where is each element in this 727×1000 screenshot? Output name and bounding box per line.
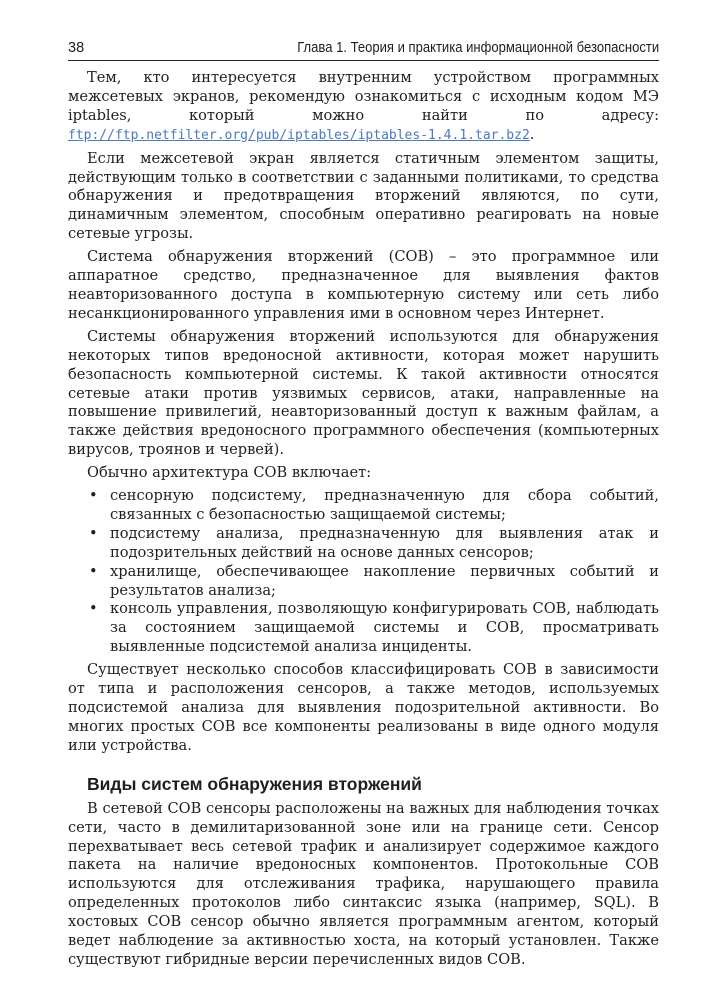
paragraph-classification: Существует несколько способов классифицировать СОВ в зависимости от типа и расположения сенсоров, а также методов, используемых подсистемой анализа для выявления подозрительной активности. Во многих простых СОВ все компоненты реализованы в виде одного модуля или устройства. [68, 661, 659, 754]
running-header [68, 40, 659, 61]
chapter-title: Глава 1. Теория и практика информационной безопасности [297, 40, 659, 56]
list-item: • хранилище, обеспечивающее накопление первичных событий и результатов анализа; [89, 562, 659, 599]
bullet-icon: • [89, 524, 98, 542]
list-item: • консоль управления, позволяющую конфигурировать СОВ, наблюдать за состоянием защищаемой системы и СОВ, просматривать выявленные подсистемой анализа инциденты. [89, 600, 659, 656]
section-heading: Виды систем обнаружения вторжений [87, 773, 422, 794]
iptables-link[interactable]: ftp://ftp.netfilter.org/pub/iptables/iptables-1.4.1.tar.bz2 [68, 127, 530, 143]
paragraph-ids-usage: Системы обнаружения вторжений используются для обнаружения некоторых типов вредоносной активности, которая может нарушить безопасность компьютерной системы. К такой активности относятся сетевые атаки против уязвимых сервисов, атаки, направленные на повышение привилегий, неавторизованный доступ к важным файлам, а также действия вредоносного программного обеспечения (компьютерных вирусов, троянов и червей). [68, 327, 659, 459]
paragraph-firewall-vs-ids: Если межсетевой экран является статичным элементом защиты, действующим только в соответствии с заданными политиками, то средства обнаружения и предотвращения вторжений являются, по сути, динамичным элементом, способным оперативно реагировать на новые сетевые угрозы. [68, 149, 659, 243]
page-number: 38 [68, 40, 85, 56]
paragraph-ids-types: В сетевой СОВ сенсоры расположены на важных для наблюдения точках сети, часто в демилитаризованной зоне или на границе сети. Сенсор перехватывает весь сетевой трафик и анализирует содержимое каждого пакета на наличие вредоносных компонентов. Протокольные СОВ используются для отслеживания трафика, нарушающего правила определенных протоколов либо синтаксис языка (например, SQL). В хостовых СОВ сенсор обычно является программным агентом, который ведет наблюдение за активностью хоста, на который установлен. Также существуют гибридные версии перечисленных видов СОВ. [68, 799, 659, 968]
list-item: • подсистему анализа, предназначенную для выявления атак и подозрительных действий на основе данных сенсоров; [89, 524, 659, 561]
bullet-icon: • [89, 562, 98, 580]
list-item: • сенсорную подсистему, предназначенную для сбора событий, связанных с безопасностью защищаемой системы; [89, 487, 659, 523]
bullet-icon: • [89, 600, 98, 618]
paragraph-iptables: Тем, кто интересуется внутренним устройством программных межсетевых экранов, рекомендую ознакомиться с исходным кодом МЭ iptables, который можно найти по адресу: ftp://ftp.netfilter.org/pub/iptables/iptables-1.4.1.tar.bz2. [68, 69, 659, 143]
architecture-list [68, 487, 659, 657]
paragraph-ids-definition: Система обнаружения вторжений (СОВ) – это программное или аппаратное средство, предназначенное для выявления фактов неавторизованного доступа в компьютерную систему или сеть либо несанкционированного управления ими в основном через Интернет. [68, 248, 659, 322]
paragraph-architecture-intro: Обычно архитектура СОВ включает: [87, 464, 372, 482]
page-body [68, 69, 659, 970]
bullet-icon: • [89, 487, 98, 505]
